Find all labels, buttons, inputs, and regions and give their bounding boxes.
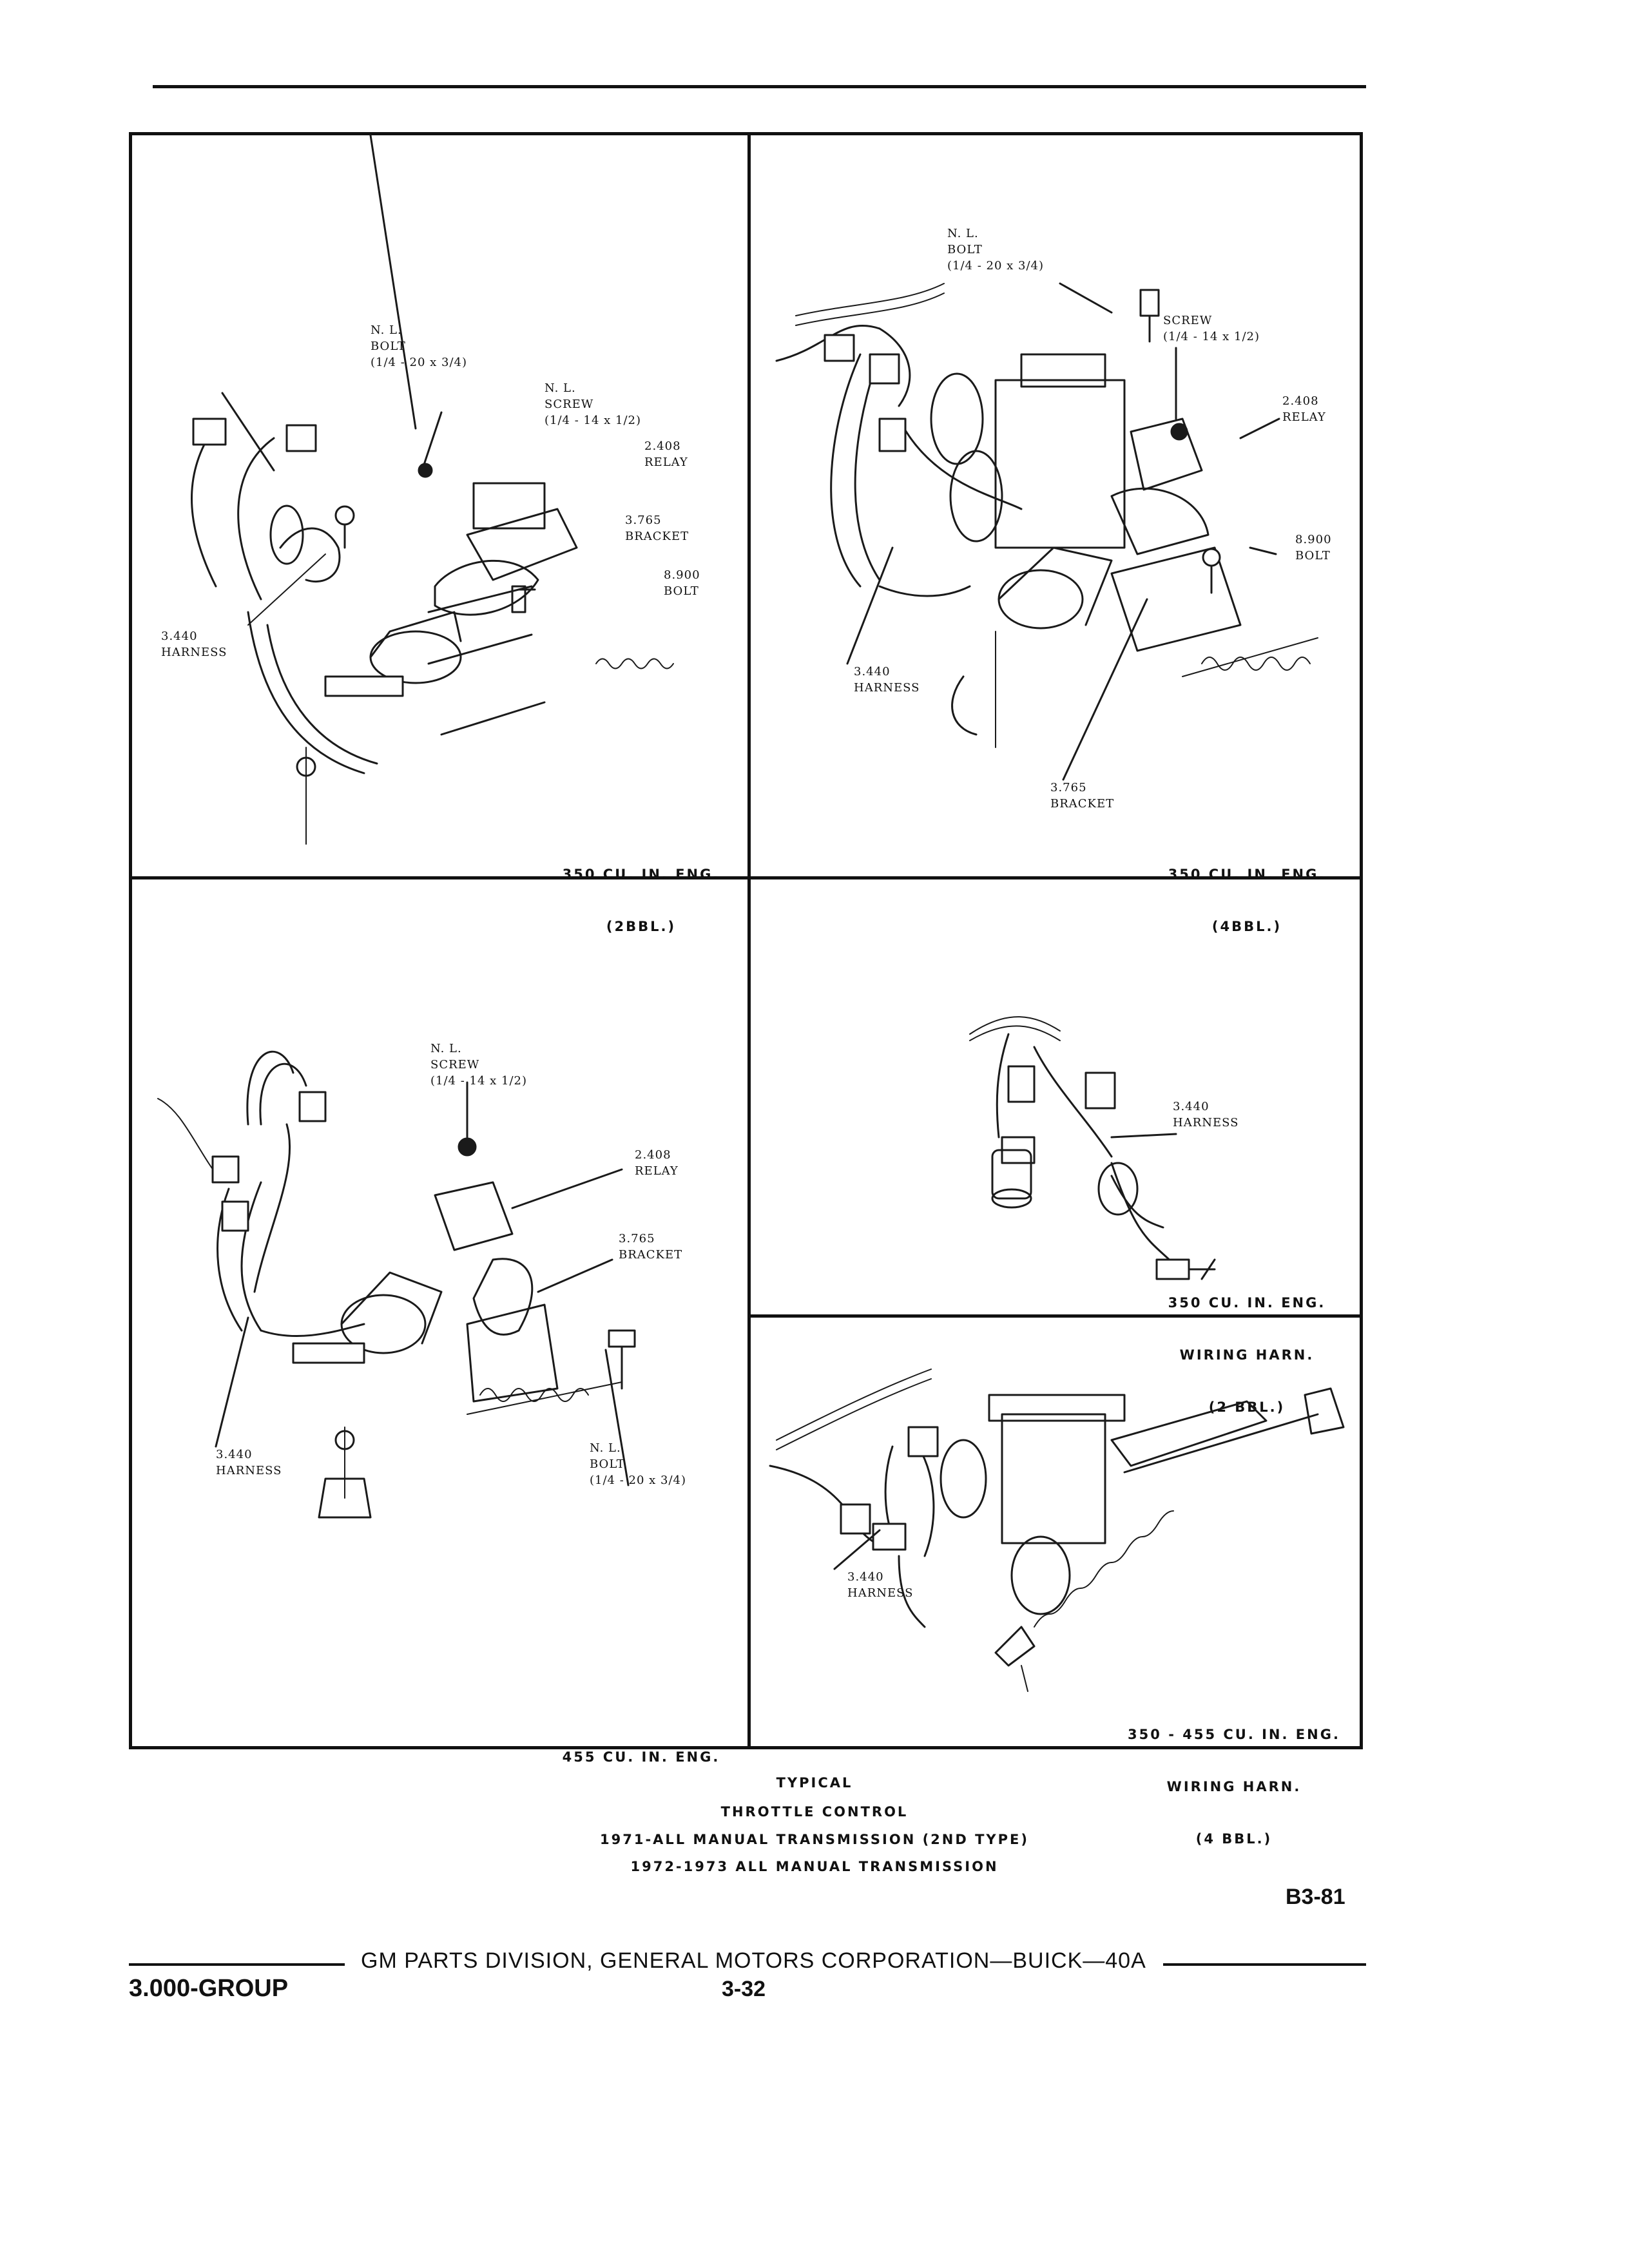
callout-relay-number: 2.408 <box>1282 394 1319 408</box>
callout-nl-bolt-size: (1/4 - 20 x 3/4) <box>371 356 468 369</box>
callout-harness-number: 3.440 <box>161 629 198 643</box>
diagram-350-4bbl <box>751 135 1363 934</box>
callout-nl-bolt-part: BOLT <box>947 243 983 256</box>
caption-line-1: TYPICAL <box>776 1775 853 1791</box>
diagram-350-wiring-2bbl-illustration <box>751 879 1363 1314</box>
diagram-350-2bbl-illustration <box>132 135 747 876</box>
callout-nl-bolt: N. L. <box>947 227 979 240</box>
engine-label-line-2: WIRING HARN. <box>1179 1347 1315 1363</box>
diagram-350-455-wiring-4bbl-illustration <box>751 1318 1363 1746</box>
engine-label-line-1: 350 CU. IN. ENG. <box>1168 867 1326 882</box>
callout-harness: HARNESS <box>847 1586 914 1600</box>
callout-relay: RELAY <box>644 456 688 469</box>
callout-harness-number: 3.440 <box>1173 1100 1210 1113</box>
callout-bracket: BRACKET <box>1050 797 1115 811</box>
callout-harness: HARNESS <box>216 1464 282 1477</box>
callout-bolt: BOLT <box>664 584 699 598</box>
engine-label-line-3: (2 BBL.) <box>1208 1399 1286 1415</box>
top-rule <box>153 85 1366 88</box>
callout-nl-bolt: N. L. <box>590 1441 621 1455</box>
callout-bracket-number: 3.765 <box>625 514 662 527</box>
callout-relay: RELAY <box>635 1164 679 1178</box>
engine-label-line-1: 455 CU. IN. ENG. <box>562 1749 720 1765</box>
callout-harness: HARNESS <box>161 646 227 659</box>
callout-bolt-number: 8.900 <box>1295 533 1332 546</box>
callout-nl-bolt-part: BOLT <box>590 1457 625 1471</box>
callout-nl-screw-part: SCREW <box>430 1058 480 1072</box>
engine-label-line-3: (4 BBL.) <box>1195 1831 1273 1847</box>
callout-bracket-number: 3.765 <box>619 1232 655 1245</box>
engine-label-line-1: 350 CU. IN. ENG. <box>1168 1295 1326 1311</box>
footer-group: 3.000-GROUP <box>129 1975 289 2002</box>
callout-harness: HARNESS <box>1173 1116 1239 1129</box>
page-code: B3-81 <box>1286 1885 1345 1909</box>
footer-rule-right <box>1163 1963 1366 1966</box>
callout-nl-screw-size: (1/4 - 14 x 1/2) <box>545 414 642 427</box>
diagram-350-wiring-2bbl <box>751 879 1363 1415</box>
callout-bolt: BOLT <box>1295 549 1331 562</box>
diagram-455 <box>132 879 747 1765</box>
callout-bolt-number: 8.900 <box>664 568 700 582</box>
engine-label-line-1: 350 CU. IN. ENG. <box>562 867 720 882</box>
callout-screw-size: (1/4 - 14 x 1/2) <box>1163 330 1260 343</box>
callout-nl-bolt-part: BOLT <box>371 340 406 353</box>
caption-line-4: 1972-1973 ALL MANUAL TRANSMISSION <box>630 1859 999 1874</box>
callout-nl-bolt: N. L. <box>371 323 402 337</box>
callout-screw: SCREW <box>1163 314 1213 327</box>
diagram-350-4bbl-illustration <box>751 135 1363 876</box>
callout-bracket: BRACKET <box>619 1248 683 1262</box>
callout-harness-number: 3.440 <box>216 1448 253 1461</box>
callout-nl-bolt-size: (1/4 - 20 x 3/4) <box>947 259 1045 273</box>
footer-title: GM PARTS DIVISION, GENERAL MOTORS CORPORATION—BUICK—40A <box>361 1948 1146 1973</box>
callout-relay-number: 2.408 <box>635 1148 671 1162</box>
caption-line-3: 1971-ALL MANUAL TRANSMISSION (2ND TYPE) <box>600 1832 1029 1847</box>
callout-bracket: BRACKET <box>625 530 689 543</box>
diagram-350-2bbl <box>132 135 747 934</box>
callout-nl-bolt-size: (1/4 - 20 x 3/4) <box>590 1474 687 1487</box>
engine-label-line-2: WIRING HARN. <box>1166 1779 1302 1794</box>
engine-label-line-1: 350 - 455 CU. IN. ENG. <box>1128 1727 1340 1742</box>
caption-line-2: THROTTLE CONTROL <box>720 1804 909 1820</box>
callout-nl-screw: N. L. <box>545 381 576 395</box>
footer-page-number: 3-32 <box>722 1977 766 2001</box>
callout-bracket-number: 3.765 <box>1050 781 1087 794</box>
engine-label-line-2: (2BBL.) <box>606 919 677 934</box>
callout-nl-screw-part: SCREW <box>545 398 594 411</box>
callout-nl-screw: N. L. <box>430 1042 462 1055</box>
footer-rule-left <box>129 1963 345 1966</box>
callout-nl-screw-size: (1/4 - 14 x 1/2) <box>430 1074 528 1088</box>
diagram-455-illustration <box>132 879 747 1746</box>
engine-label-line-2: (4BBL.) <box>1211 919 1282 934</box>
callout-harness-number: 3.440 <box>847 1570 884 1584</box>
callout-relay-number: 2.408 <box>644 439 681 453</box>
callout-harness-number: 3.440 <box>854 665 891 678</box>
callout-relay: RELAY <box>1282 410 1326 424</box>
callout-harness: HARNESS <box>854 681 920 695</box>
